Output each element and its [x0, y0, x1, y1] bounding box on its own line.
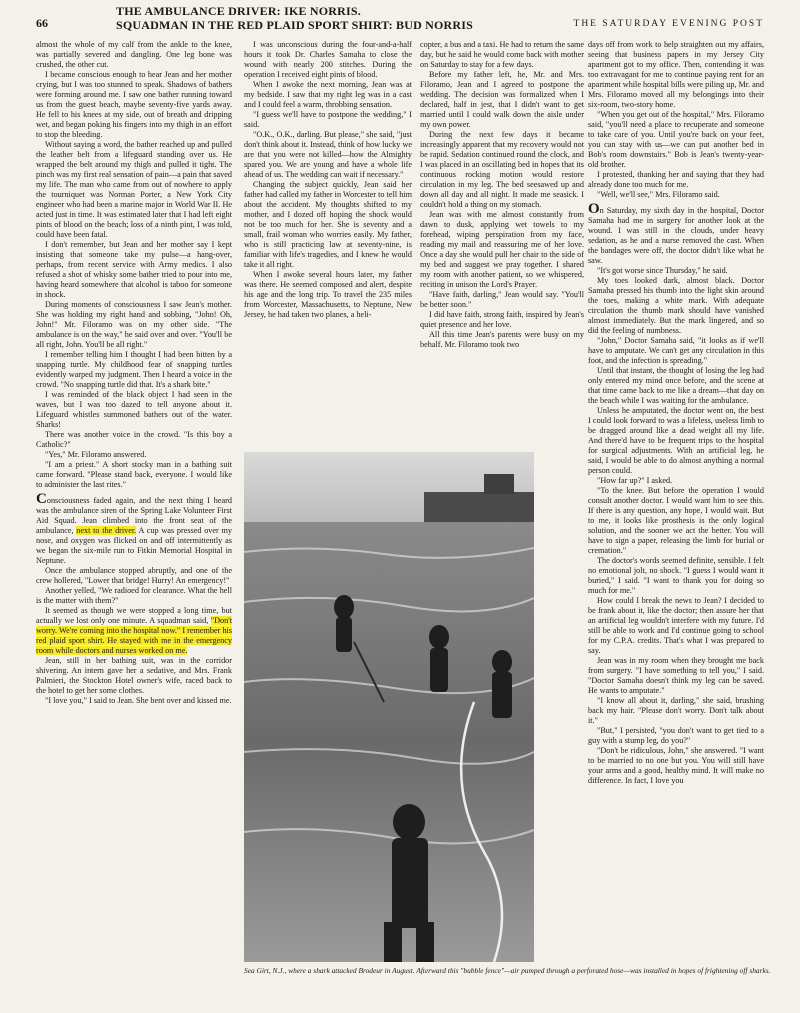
paragraph [36, 606, 232, 656]
paragraph: Once the ambulance stopped abruptly, and one of the crew hollered, "Lower that bridge! Hurry! An emergency!" [36, 566, 232, 585]
paragraph: "Yes," Mr. Filoramo answered. [45, 450, 147, 459]
paragraph: All this time Jean's parents were busy on my behalf. Mr. Filoramo took two [420, 330, 584, 349]
beach-scene-illustration [244, 452, 534, 962]
paragraph: almost the whole of my calf from the ankle to the knee, was partially severed and dangling. One leg bone was crushed, the other cut. [36, 40, 232, 69]
beach-photo [244, 452, 534, 962]
drop-cap: O [588, 201, 600, 217]
article-column-4 [588, 40, 764, 962]
paragraph: Unless he amputated, the doctor went on, the best I could look forward to was a lifeless, useless limb to be dragged around like a dead weight all my life. And there'd have to be frequent trips to the hospital for surgical adjustments. With an artificial leg, he said, I would be able to do almost anything a normal person could. [588, 406, 764, 475]
highlighted-text: next to the driver. [76, 526, 137, 535]
paragraph [36, 491, 232, 566]
paragraph: I did have faith, strong faith, inspired by Jean's quiet presence and her love. [420, 310, 584, 329]
page-number: 66 [36, 16, 48, 30]
paragraph: Jean, still in her bathing suit, was in the corridor shivering. An intern gave her a sedative, and Mrs. Frank Palmieri, the Stockton Hotel owner's wife, raced back to the hotel to get her some clothes. [36, 656, 232, 695]
page-header [0, 2, 800, 38]
paragraph: When I awoke several hours later, my father was there. He seemed composed and alert, despite his age and the long trip. To travel the 235 miles from Worcester, Massachusetts, to Neptune, New Jersey, he had taken two planes, a heli- [244, 270, 412, 319]
sea [244, 522, 534, 962]
paragraph-text: n Saturday, my sixth day in the hospital, Doctor Samaha had me in surgery for another look at the wound. I was still in the clouds, under heavy sedation, as he and a nurse removed the cast. When the bandages were off, the doctor didn't like what he saw. [588, 206, 764, 265]
paragraph: "When you get out of the hospital," Mrs. Filoramo said, "you'll need a place to recuperate and someone to take care of you. Until you're back on your feet, you can stay with us—we can put another bed in Bob's room downstairs." Bob is Jean's twenty-year-old brother. [588, 110, 764, 169]
paragraph: I became conscious enough to hear Jean and her mother crying, but I was too stunned to speak. Shadows of bathers were forming around me. I saw one bather running toward us from the guest beach, maybe seventy-five yards away. He fell to his knees at my side, out of breath and dripping wet, and began poking his fingers into my thigh in an effort to stop the bleeding. [36, 70, 232, 139]
paragraph: "Have faith, darling," Jean would say. "You'll be better soon." [420, 290, 584, 309]
photo-caption: Sea Girt, N.J., where a shark attacked Brodeur in August. Afterward this "bubble fence"—air pumped through a perforated hose—was installed in hopes of frightening off sharks. [244, 966, 771, 975]
paragraph: "It's got worse since Thursday," he said. [597, 266, 728, 275]
paragraph: "I am a priest." A short stocky man in a bathing suit came forward. "Please stand back, everyone. I would like to administer the last rites." [36, 460, 232, 489]
paragraph: "I guess we'll have to postpone the wedding," I said. [244, 110, 412, 129]
paragraph-text: onsciousness faded again, and the next thing I heard was the ambulance siren of the Spring Lake Volunteer First Aid Squad. Jean climbed into the front seat of the ambulance, [36, 496, 232, 535]
paragraph: During moments of consciousness I saw Jean's mother. She was holding my right hand and sobbing, "John! Oh, John!" Mr. Filoramo was on my other side. "The ambulance is on the way," he said over and over. "You'll be all right, John. You'll be all right." [36, 300, 232, 349]
article-column-1 [36, 40, 232, 1000]
article-column-2 [244, 40, 412, 448]
paragraph: I don't remember, but Jean and her mother say I kept insisting that someone take my pulse—a hang-over, perhaps, from recent service with Army medics. I also refused a shot of whisky some bather tried to pour into me, having heard somewhere that alcohol is taboo for someone in shock. [36, 240, 232, 299]
paragraph: There was another voice in the crowd. "Is this boy a Catholic?" [36, 430, 232, 449]
paragraph-text: A cup was pressed over my nose, and oxygen was flicked on and off intermittently as we began the six-mile run to Fitkin Memorial Hospital in Neptune. [36, 526, 232, 565]
drop-cap: C [36, 491, 47, 507]
paragraph: Jean was with me almost constantly from dawn to dusk, applying wet towels to my forehead, wiping perspiration from my face, reading my mail and reassuring me of her love. Once a day she would pull her chair to the side of my bed and suggest we pray together. I shared my room with another patient, so we whispered, reciting in unison the Lord's Prayer. [420, 210, 584, 289]
pier [424, 492, 534, 522]
paragraph: My toes looked dark, almost black. Doctor Samaha pressed his thumb into the light skin around the toes, making a white mark. With adequate circulation the thumb mark should have vanished almost immediately. But the mark lingered, and so did the feeling of numbness. [588, 276, 764, 335]
paragraph: When I awoke the next morning, Jean was at my bedside. I saw that my right leg was in a cast and I could feel a warm, throbbing sensation. [244, 80, 412, 109]
headline-squadman: SQUADMAN IN THE RED PLAID SPORT SHIRT: BUD NORRIS [116, 18, 474, 32]
paragraph: Without saying a word, the bather reached up and pulled the leather belt from a lifeguard standing over us. He wrapped the belt around my thigh and pulled it tight. The pinch was my first real sensation of pain—a pain that saved my life. The man who came from out of nowhere to apply the tourniquet was Norman Porter, a New York City engineer who had been a marine major in World War II. He acted just in time. It was estimated later that I had left eight pints of blood on the beach; loss of a ninth pint, I was told, could have been fatal. [36, 140, 232, 239]
paragraph: "O.K., O.K., darling. But please," she said, "just don't think about it. Instead, think of how lucky we are that you were not killed—how the Almighty spared you. We are young and have a whole life ahead of us. The wedding can wait if necessary." [244, 130, 412, 179]
paragraph: Until that instant, the thought of losing the leg had only entered my mind once before, and the scene at that time came back to me like a dream—that day on the beach while I was waiting for the ambulance. [588, 366, 764, 405]
paragraph [588, 201, 764, 266]
publication-name: THE SATURDAY EVENING POST [573, 19, 764, 29]
paragraph: "I love you," I said to Jean. She bent over and kissed me. [45, 696, 232, 705]
paragraph: During the next few days it became increasingly apparent that my recovery would not be rapid. Sedation continued round the clock, and I was placed in an oscillating bed in hopes that its continuous rocking motion would restore circulation in my leg. The bed seesawed up and down all day and all night. It made me seasick. I couldn't hold a thing on my stomach. [420, 130, 584, 209]
headline-ambulance-driver: THE AMBULANCE DRIVER: IKE NORRIS. [116, 4, 361, 18]
paragraph: The doctor's words seemed definite, sensible. I felt no emotional jolt, no shock. "I guess I would want it buried," I said. "I want to thank you for doing so much for me." [588, 556, 764, 595]
paragraph: "How far up?" I asked. [597, 476, 673, 485]
paragraph: How could I break the news to Jean? I decided to be frank about it, like the doctor; then assure her that an artificial leg wouldn't interfere with my future. I'd still be able to work and I'd continue going to school for my C.P.A. credits. That's what I was prepared to say. [588, 596, 764, 655]
paragraph: Jean was in my room when they brought me back from surgery. "I have something to tell you," I said. "Doctor Samaha doesn't think my leg can be saved. He wants to amputate." [588, 656, 764, 695]
paragraph: copter, a bus and a taxi. He had to return the same day, but he said he would come back with mother on Saturday to stay for a few days. [420, 40, 584, 69]
article-column-3 [420, 40, 584, 448]
paragraph: I was unconscious during the four-and-a-half hours it took Dr. Charles Samaha to close the wound with nearly 200 stitches. During the operation I received eight pints of blood. [244, 40, 412, 79]
paragraph: "Well, we'll see," Mrs. Filoramo said. [597, 190, 720, 199]
paragraph: "Don't be ridiculous, John," she answered. "I want to be married to no one but you. You will still have your arms and a good, healthy mind. It will make no difference. In fact, I love you [588, 746, 764, 785]
paragraph: "John," Doctor Samaha said, "it looks as if we'll have to amputate. We can't get any circulation in this foot, and the infection is spreading." [588, 336, 764, 365]
paragraph: "But," I persisted, "you don't want to get tied to a guy with a stump leg, do you?" [588, 726, 764, 745]
highlighted-text: "Don't worry. We're coming into the hospital now." I remember his red plaid sport shirt. He stayed with me in the emergency room while doctors and nurses worked on me. [36, 616, 232, 655]
paragraph: days off from work to help straighten out my affairs, seeing that business papers in my Jersey City apartment got to my office. Then, contending it was too extravagant for me to continue paying rent for an apartment while hospital bills were piling up, Mr. and Mrs. Filoramo moved all my belongings into their six-room, two-story home. [588, 40, 764, 109]
paragraph: I protested, thanking her and saying that they had already done too much for me. [588, 170, 764, 189]
paragraph: "To the knee. But before the operation I would consult another doctor. I would want him to see this. If there is any question, any hope, I would wait. But to me, it looks like prosthesis is the only logical solution, and the sooner we act the better. You will have to sign a paper, releasing the limb for burial or cremation." [588, 486, 764, 555]
paragraph: Another yelled, "We radioed for clearance. What the hell is the matter with them?" [36, 586, 232, 605]
paragraph: Changing the subject quickly, Jean said her father had called my father in Worcester to tell him about the accident. My thoughts shifted to my mother, and I dozed off hoping the shock would not be too much for her. She is seventy and a small, frail woman who worries easily. My father, who is still practicing law at seventy-nine, is familiar with life's tragedies, and I knew he would take it all right. [244, 180, 412, 269]
paragraph: "I know all about it, darling," she said, brushing back my hair. "Please don't worry. Don't talk about it." [588, 696, 764, 725]
paragraph: I was reminded of the black object I had seen in the waves, but I was too dazed to tell anyone about it. Lifeguard whistles summoned bathers out of the water. Sharks! [36, 390, 232, 429]
paragraph-text: It seemed as though we were stopped a long time, but actually we lost only one minute. A squadman said, [36, 606, 232, 625]
pier-building [484, 474, 514, 494]
paragraph: I remember telling him I thought I had been bitten by a snapping turtle. My childhood fear of snapping turtles evidently warped my judgment. Then I heard a voice in the crowd. "No snapping turtle did that. It's a shark bite." [36, 350, 232, 389]
paragraph: Before my father left, he, Mr. and Mrs. Filoramo, Jean and I agreed to postpone the wedding. The decision was formalized when I declared, half in jest, that I didn't want to get married until I could walk down the aisle under my own power. [420, 70, 584, 129]
